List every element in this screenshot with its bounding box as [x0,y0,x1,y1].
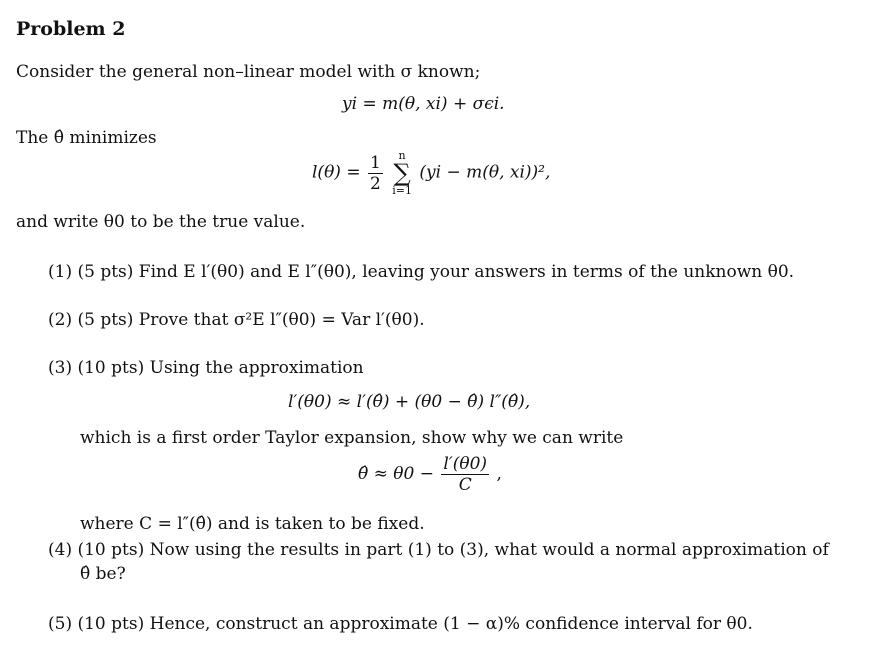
loss-right: (yi − m(θ, xi))², [419,162,551,183]
sum-upper: n [398,149,406,162]
approx-frac-den: C [458,475,472,495]
model-equation: yi = m(θ, xi) + σϵi. [342,94,505,114]
problem-title: Problem 2 [16,18,126,40]
question-3-intro: (3) (10 pts) Using the approximation [48,358,364,378]
question-4-line2: θ̂ be? [80,564,126,584]
theta-hat-line: The θ̂ minimizes [16,128,157,148]
sigma-glyph: ∑ [393,159,411,187]
approx-end: , [496,464,502,484]
sum-symbol [392,150,412,196]
loss-left: l(θ) = [312,162,361,183]
approx-equation [358,454,502,495]
approx-frac-num: l′(θ0) [443,454,488,474]
loss-equation [312,150,550,196]
where-c-line: where C = l″(θ̂) and is taken to be fixed. [80,514,425,534]
loss-frac-den: 2 [370,173,381,194]
loss-fraction [368,153,383,194]
question-1: (1) (5 pts) Find E l′(θ0) and E l″(θ0), leaving your answers in terms of the unknown θ0. [48,262,795,282]
taylor-text: which is a first order Taylor expansion, show why we can write [80,428,624,448]
approx-fraction [441,454,489,495]
sum-lower: i=1 [392,184,412,197]
question-4-line1: (4) (10 pts) Now using the results in part (1) to (3), what would a normal approximation of [48,540,829,560]
approx-left: θ̂ ≈ θ0 − [358,464,434,484]
question-2: (2) (5 pts) Prove that σ²E l″(θ0) = Var l′(θ0). [48,310,425,330]
question-5: (5) (10 pts) Hence, construct an approximate (1 − α)% confidence interval for θ0. [48,614,753,634]
loss-frac-num: 1 [370,152,381,173]
true-value-line: and write θ0 to be the true value. [16,212,306,232]
taylor-equation: l′(θ0) ≈ l′(θ̂) + (θ0 − θ̂) l″(θ̂), [288,392,531,412]
intro-text: Consider the general non–linear model with σ known; [16,62,481,82]
